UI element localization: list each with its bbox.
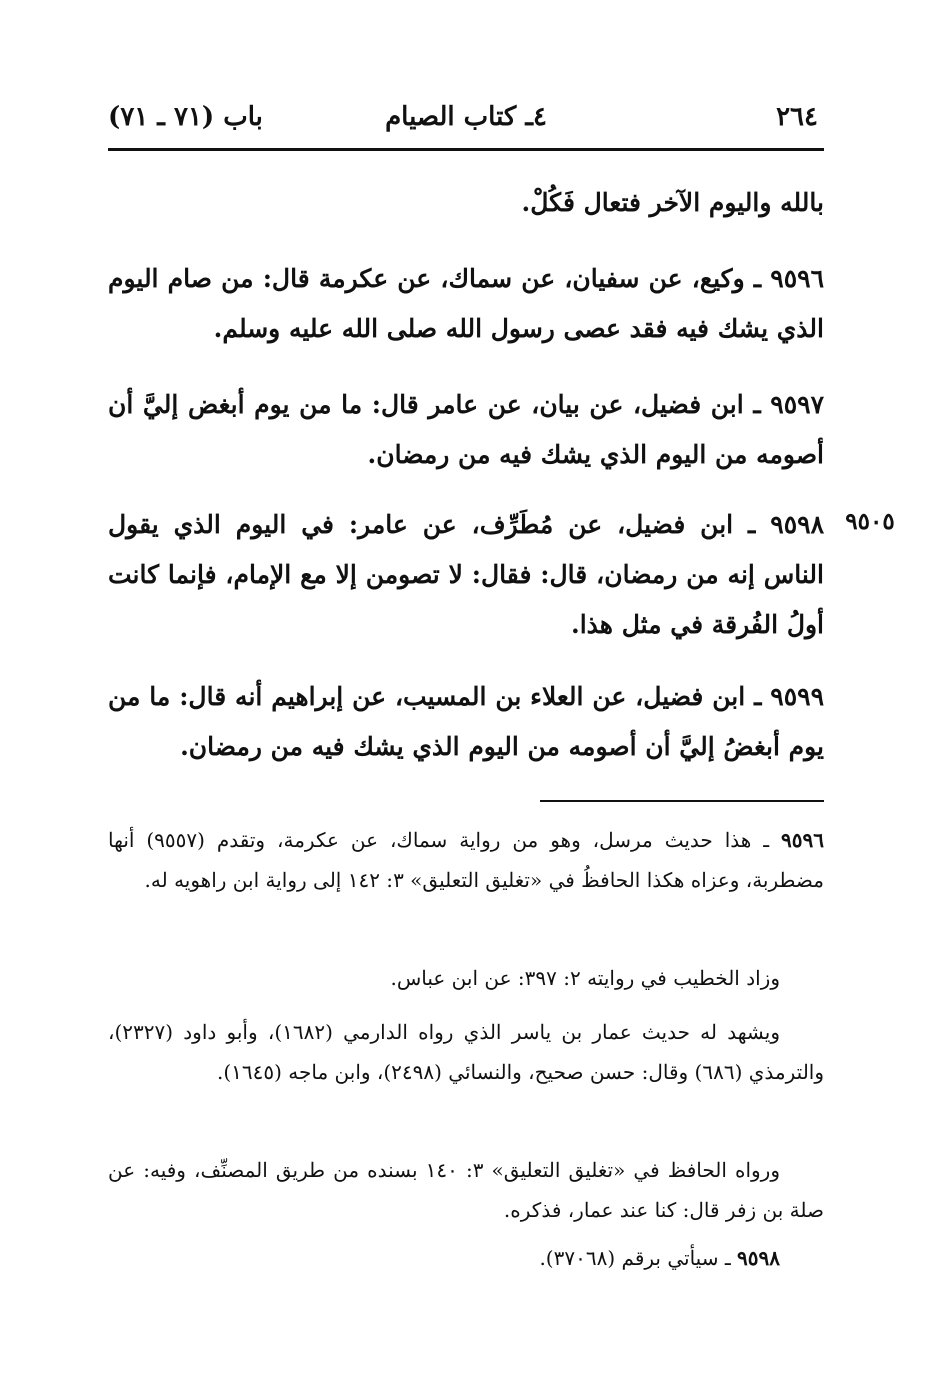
hadith-9598 bbox=[108, 500, 824, 650]
footnote-number: ٩٥٩٦ bbox=[781, 828, 824, 852]
bab-label: باب (٧١ ـ ٧١) bbox=[108, 102, 263, 132]
footnote-hafiz bbox=[108, 1150, 824, 1230]
hadith-9597 bbox=[108, 380, 824, 480]
footnote-ammar bbox=[108, 1012, 824, 1092]
footnote-text: ـ هذا حديث مرسل، وهو من رواية سماك، عن عكرمة، وتقدم (٩٥٥٧) أنها مضطربة، وعزاه هكذا الحافظُ في «تغليق التعليق» ٣: ١٤٢ إلى رواية ابن راهويه له. bbox=[108, 828, 824, 892]
footnote-khatib bbox=[108, 958, 824, 998]
hadith-9599 bbox=[108, 672, 824, 772]
margin-number: ٩٥٠٥ bbox=[845, 508, 895, 535]
hadith-text: ـ ابن فضيل، عن بيان، عن عامر قال: ما من يوم أبغض إليَّ أن أصومه من اليوم الذي يشك فيه من رمضان. bbox=[108, 390, 824, 469]
hadith-9596 bbox=[108, 254, 824, 354]
footnote-text: ورواه الحافظ في «تغليق التعليق» ٣: ١٤٠ بسنده من طريق المصنِّف، وفيه: عن صلة بن زفر قال: كنا عند عمار، فذكره. bbox=[108, 1158, 824, 1222]
hadith-number: ٩٥٩٨ bbox=[770, 510, 824, 539]
hadith-text: ـ ابن فضيل، عن العلاء بن المسيب، عن إبراهيم أنه قال: ما من يوم أبغضُ إليَّ أن أصومه من اليوم الذي يشك فيه من رمضان. bbox=[108, 682, 824, 761]
footnote-text: ـ سيأتي برقم (٣٧٠٦٨). bbox=[539, 1246, 738, 1270]
continuation-paragraph bbox=[108, 178, 824, 228]
hadith-number: ٩٥٩٩ bbox=[770, 682, 824, 711]
hadith-text: ـ ابن فضيل، عن مُطَرِّف، عن عامر: في اليوم الذي يقول الناس إنه من رمضان، قال: فقال: لا تصومن إلا مع الإمام، فإنما كانت أولُ الفُرقة في مثل هذا. bbox=[108, 510, 824, 639]
footnote-text: وزاد الخطيب في روايته ٢: ٣٩٧: عن ابن عباس. bbox=[390, 966, 780, 990]
footnote-9598 bbox=[108, 1238, 824, 1278]
header-rule bbox=[108, 148, 824, 151]
hadith-text: ـ وكيع، عن سفيان، عن سماك، عن عكرمة قال: من صام اليوم الذي يشك فيه فقد عصى رسول الله صلى الله عليه وسلم. bbox=[108, 264, 824, 343]
footnote-number: ٩٥٩٨ bbox=[737, 1246, 780, 1270]
footnote-rule bbox=[540, 800, 824, 802]
footnote-text: ويشهد له حديث عمار بن ياسر الذي رواه الدارمي (١٦٨٢)، وأبو داود (٢٣٢٧)، والترمذي (٦٨٦) وقال: حسن صحيح، والنسائي (٢٤٩٨)، وابن ماجه (١٦٤٥). bbox=[108, 1020, 824, 1084]
continuation-text: بالله واليوم الآخر فتعال فَكُلْ. bbox=[521, 188, 824, 217]
page-header bbox=[108, 98, 824, 144]
hadith-number: ٩٥٩٧ bbox=[770, 390, 824, 419]
footnote-9596 bbox=[108, 820, 824, 900]
chapter-title: ٤ـ كتاب الصيام bbox=[385, 102, 547, 132]
page-number: ٢٦٤ bbox=[776, 102, 818, 132]
hadith-number: ٩٥٩٦ bbox=[770, 264, 824, 293]
